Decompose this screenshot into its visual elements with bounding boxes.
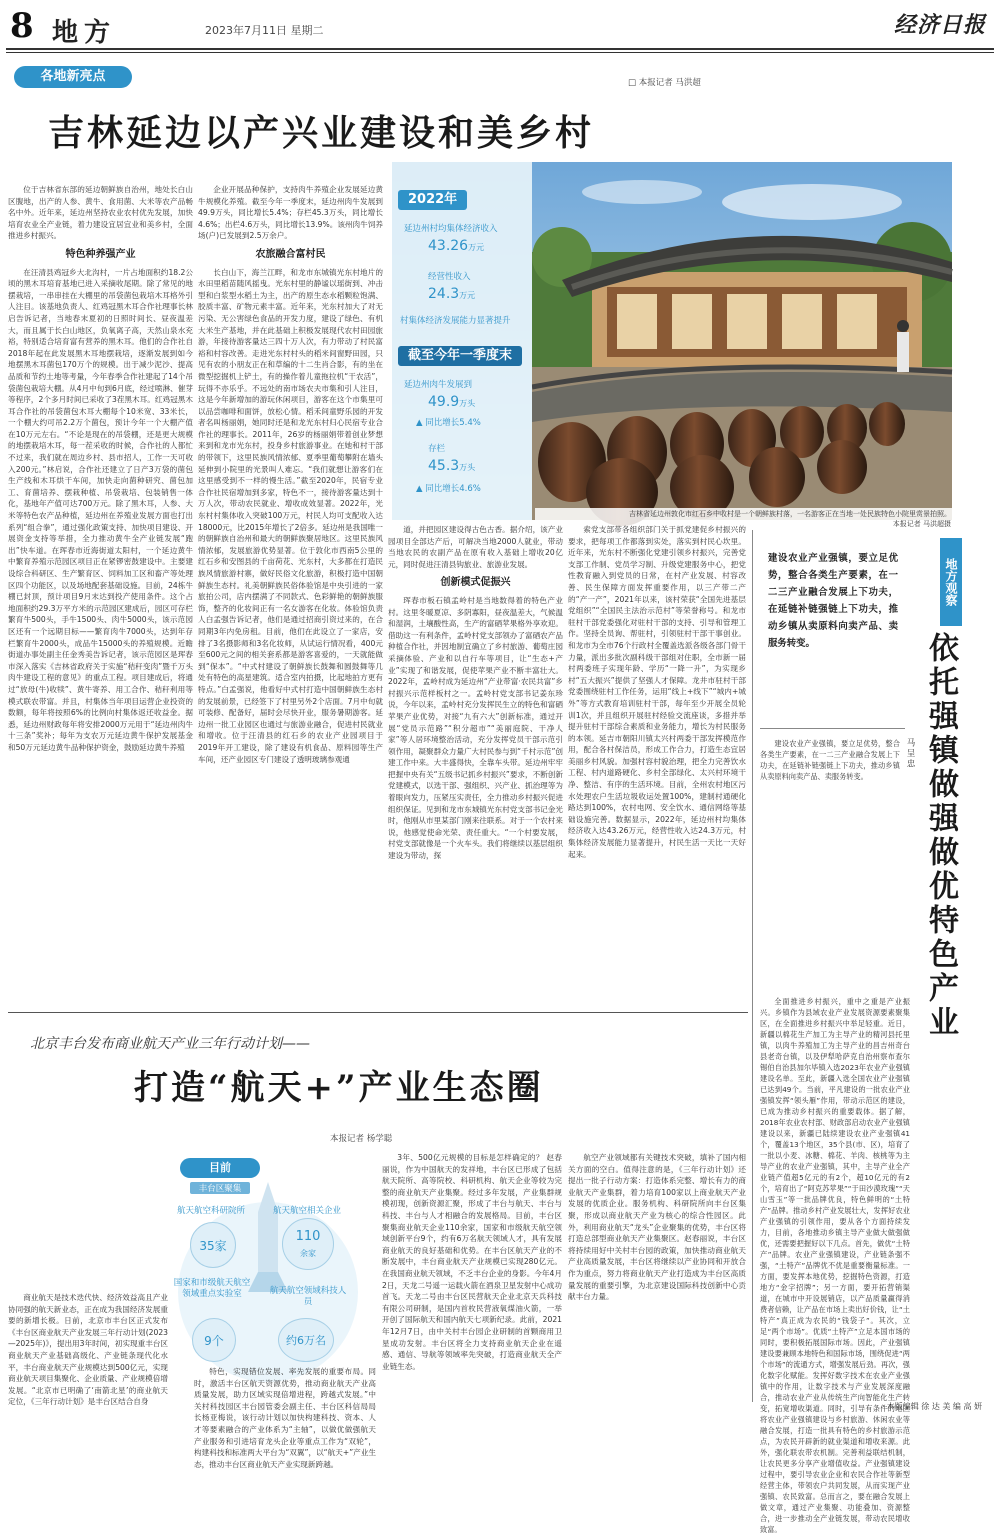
story1-headline: 吉林延边以产兴业建设和美乡村 bbox=[48, 112, 595, 154]
commentary-body bbox=[760, 996, 910, 1534]
stat-number: 24.3 bbox=[428, 286, 460, 302]
commentary-author: 马呈忠 bbox=[905, 738, 915, 770]
stats-label-operating-income: 经营性收入 bbox=[428, 272, 471, 282]
story1-col4-text: 索党支部带各组织部门关于抓党建促乡村振兴的要求，把每项工作都落到实处，落实到村民心坎里。近年来，光东村不断强化党建引领乡村振兴，完善党支部工作制、党员学习制、升级党建服务中心，把党性教育融入到党员的日常，在村产业发展、村容改善、民生保障方面发挥重要作用，以三产带二产的“产一产”，2021年以来，该村荣获“全国先进基层党组织”“全国民主法治示范村”等荣誉称号。和龙市驻村干部党委强化对驻村干部的支持、引导和管理工作。坚持全员询、帮驻村，引领驻村干部干事创业。和龙市为全市76个行政村全覆盖选派各级各部门骨干力量，派出多批次副科级干部组对住职，全市新一届村两委班子实现年龄、学历“一降一升”，为实现乡村“五大振兴”提供了坚强人才保障。龙井市驻村干部党委围绕驻村工作任务，运用“线上+线下”“城内+城外”等方式教育培训驻村干部，每年至少开展全员轮训1次，并且组织开展驻村经验交流座谈，多措并举提升驻村干部综合素质和业务能力，增长为村民服务的本领。延吉市朝阳川镇太兴村两委干部发挥模范作用，配合各村保洁员，形成工作合力，打造生态宜居美丽乡村风貌。加强村容村貌治理，把全力完善饮水工程、村内道路硬化、乡村全部绿化、太兴村环境干净、整洁、有序的生活环境。目前，全州农村地区污水处理农户生活垃圾收运处置100%，建制村通硬化路达到100%，农村电网、安全饮水、通信网络等基础设施完善。数据显示，2022年，延边州村均集体经济收入达43.26万元，经营性收入达24.3万元，村集体经济发展能力显著提升，村民生活一天比一天好起来。 bbox=[568, 525, 746, 859]
stat-number: 45.3 bbox=[428, 458, 460, 474]
info-subtitle: 丰台区聚集 bbox=[190, 1182, 250, 1194]
story1-lead: 位于吉林省东部的延边朝鲜族自治州，地处长白山区腹地，出产的人参、黄牛、食用菌、大米等农产品畅名中外。近年来，延边州坚持农业农村优先发展，加快培育农业全产业链，着力建设宜居宜业和美乡村，全面推进乡村振兴。 bbox=[8, 185, 193, 241]
stat-unit: 万头 bbox=[459, 463, 476, 472]
commentary-title: 依托强镇做强做优特色产业 bbox=[923, 632, 958, 1040]
column-tag: 各地新亮点 bbox=[14, 66, 132, 88]
stat-unit: 万元 bbox=[468, 243, 485, 252]
column-divider bbox=[752, 530, 753, 1402]
story2-headline: 打造“航天+”产业生态圈 bbox=[134, 1068, 544, 1108]
story2-col1-text: 商业航天是技术迭代快、经济效益高且产业协同强的航天新业态，正在成为我国经济发展重要的新增长极。日前，北京市丰台区正式发布《丰台区商业航天产业发展三年行动计划(2023—2025年)》，提出用3年时间，初实现重丰台区商业航天产业基础高级化、产业链条现代化水平，丰台商业航天产业规模达到500亿元，实现商业航天项目集聚化、企业质量、产业规模倍增发展。“北京市已明确了‘南箭北星’的商业航天定位，《三年行动计划》是丰台区结合自身 bbox=[8, 1293, 169, 1407]
story1-column-3 bbox=[388, 524, 563, 1007]
info-label-companies: 航天航空相关企业 bbox=[272, 1206, 341, 1216]
story1-col2-top: 企业开展品种保护，支持肉牛养殖企业发展延边黄牛规模化养殖。截至今年一季度末，延边州肉牛发展到49.9万头，同比增长5.4%；存栏45.3万头，同比增长4.6%；出栏4.6万头，同比增长13.9%。该州肉牛饲养场(户)已发展到2.5万余户。 bbox=[198, 185, 383, 241]
stats-tag-q1: 截至今年一季度末 bbox=[398, 346, 522, 366]
stats-label-capacity: 村集体经济发展能力显著提升 bbox=[400, 316, 511, 326]
companies-unit: 余家 bbox=[300, 1249, 316, 1258]
info-value-institutes: 35家 bbox=[190, 1222, 236, 1268]
stat-number: 43.26 bbox=[428, 238, 469, 254]
stats-growth-cattle bbox=[416, 416, 481, 428]
story1-column-1 bbox=[8, 184, 193, 1007]
info-label-labs: 国家和市级航天航空领域重点实验室 bbox=[173, 1278, 251, 1299]
stat-unit: 万元 bbox=[459, 291, 476, 300]
page-footer: 本版编辑 徐 达 美 编 高 妍 bbox=[886, 1402, 982, 1411]
section-title: 地方 bbox=[52, 18, 117, 48]
story1-col3-text: 珲春市板石镇孟岭村是当地数得着的特色产业村。这里冬暖夏凉、多阴寡阳，昼夜温差大，气候温和湿润，土壤酸性高，生产的富硒苹果格外享欢迎。借助这一有利条件，孟岭村党支部领办了富硒农产品种植合作社，并因地制宜确立了乡村旅游、葡萄庄园采摘体验、产业和以自行车等项目，让“生态+产业”实现了和谐发展，促使苹果产业不断丰富壮大。2022年，孟岭村成为延边州“产业带富·农民共富”乡村振兴示范样板村之一。孟岭村党支部书记姜东珍说，今年以来，孟岭村充分发挥民生立的特色和富硒苹果产业优势，对接“九有六大”创新标准，通过开展“党员示范路”“积分超市”“美丽庭院、干净人家”等人居环境整治活动，充分发挥党员干部示范引领作用，凝聚群众力量广大村民参与到“千村示范”创建工作中来。大丰盛得快，全靠车头带。延边州牢牢把握中央有关“五级书记抓乡村振兴”要求，不断创新党建模式，以选干部、强组织、兴产业、抓治理等为着眼向发力，压紧压实责任，全力推动乡村振兴促进组织保证。见到和龙市东城镇光东村党支部书记金光时，他刚从市里某部门刚来往联系。对于一个农村来说，他感觉使命光荣、责任重大。“一个村要发展，村党支部就像是一个火车头。我们将继续以基层组织建设为带动，探 bbox=[388, 595, 563, 861]
commentary-tag: 地方观察 bbox=[940, 538, 962, 626]
stats-tag-2022: 2022年 bbox=[398, 190, 467, 210]
stats-label-avg-income: 延边州村均集体经济收入 bbox=[404, 224, 498, 234]
masthead-rule bbox=[6, 48, 994, 50]
story1-col1-text: 在汪清县鸡冠乡大北沟村，一片占地面积约18.2公顷的黑木耳培育基地已进入采摘收尾期。除了常见的地摆栽培，一串串挂在大棚里的吊袋菌包栽培木耳格外引人注目。该基地负责人、红鸡冠黑木耳合作社理事长林启告诉记者，当地春末夏初的日照时间长、昼夜温差大，而且属于长白山地区，负氧离子高，天然山泉水充裕，特别适合培育富有营养的黑木耳。他们的合作社自2018年起在此发展黑木耳地摆栽培，逐渐发展到如今地摆黑木耳菌包170万个的规模。出于减少泥沙、提高品质和节约土地等考量，今年春季合作社建起了14个吊袋菌包栽培大棚。从4月中旬到6月底，经过喷淋、催芽等程序，2个多月时间已采收了3茬黑木耳。红鸡冠黑木耳合作社的吊袋菌包木耳大棚每个10米宽、33米长，一个棚大约可吊2.2万个菌包，预计今年一个大棚产值在10万元左右。“不论是现在的吊袋棚，还是更大规模的地摆栽培木耳，每一茬采收的时候，合作社的人都忙不过来，我们就在周边乡村、县市招人，工作一天可收入200元。”林启说，合作社还建立了日产3万袋的菌包生产线和木耳烘干车间，加快走向菌种研究、菌包加工、育菌培养、摆栽种植、吊袋栽培、包装销售一体化，基地年产值可达700万元。除了黑木耳，人参、大米等特色农产品种植，延边州在养殖业发展方面也打出系列“组合拳”，通过强化政策支持、加快项目建设、开展资金支持等举措，全力推动黄牛全产业链发展“跑出”快车道。在珲春市近海街道太阳村，一个延边黄牛中繁育养殖示范园区项目正在紧锣密鼓建设中。主要建设综合科研区、生产繁育区、饲料加工区和畜产等处理区四个功能区，以及场地配套基础设施。目前，24栋牛棚已封顶，预计项目9月末达到投产使用条件。这个占地面积约29.3万平方米的示范园区建成后，园区可存栏繁育牛500头，手牛1500头、肉牛5000头，该示范园区还有一个远期目标——繁育肉牛7000头，达到年存栏繁育牛2000头，成品牛15000头的养殖规模。近瞻街道办事处副主任金秀美告诉记者，该示范园区是珲春市深入落实《吉林省政府关于实施“秸秆变肉”暨千万头肉牛建设工程的意见》的重点工程。项目建成后，将通过“放母(牛)收犊”、黄牛寄养、用工合作、秸秆利用等模式联农带富。并且，村集体当年项目运营企业投资的数额，每年将按照6%的比例向村集体返还收益金。据悉，延边州财政每年将安排2000万元用于“延边州肉牛十三条”奖补；每年为支农万元延边黄牛保护发展基金和50万元延边黄牛品种保护资金，鼓励延边黄牛养殖 bbox=[8, 267, 193, 752]
stats-value-avg-income bbox=[428, 238, 484, 254]
subheading-1: 特色种养强产业 bbox=[65, 248, 136, 260]
caption-text: 吉林省延边州敦化市红石乡中收村是一个朝鲜族村落，一名游客正在当地一处民族特色小院里赏景拍照。 bbox=[629, 510, 951, 518]
companies-number: 110 bbox=[295, 1229, 321, 1244]
story-divider bbox=[8, 1012, 748, 1013]
commentary-intro: 建设农业产业强镇，要立足优势，整合各类生产要素，在一二三产业融合发展上下功夫，在延链补链强链上下功夫，推动乡镇从卖原料向卖产品、卖服务转变。 bbox=[760, 739, 900, 781]
story2-column-2 bbox=[194, 1366, 376, 1469]
issue-date: 2023年7月11日 星期二 bbox=[205, 24, 324, 37]
info-value-staff: 约6万名 bbox=[278, 1318, 334, 1362]
commentary-lead: 建设农业产业强镇，要立足优势，整合各类生产要素，在一二三产业融合发展上下功夫，在延链补链强链上下功夫，推动乡镇从卖原料向卖产品、卖服务转变。 bbox=[768, 553, 898, 649]
stats-growth-stock bbox=[416, 482, 481, 494]
stats-value-stock bbox=[428, 458, 475, 474]
commentary-body-text: 全面推进乡村振兴，重中之重是产业振兴。乡镇作为县域农业产业发展资源要素聚集区，在全面推进乡村振兴中举足轻重。近日，新疆以棉花生产加工为主导产业的精河县托里镇，以肉牛养殖加工为主导产业的昌吉州奇台县老奇台镇，以及伊犁哈萨克自治州察布查尔锡伯自治县加尔毕镇入选2023年农业产业强镇建设名单。至此，新疆入选全国农业产业强镇已达到49个。当前，平凡建设的一批农业产业强镇发挥“领头雁”作用，带动示范区的建设，已成为推动乡村振兴的重要载体。据了解，2018年农业农村部、财政部启动农业产业强镇建设以来，新疆已陆续建设农业产业强镇41个，覆盖13个地区，35个县(市、区)，培育了一批以小麦、冰糖、棉花、羊肉、核桃等为主导产业的农业产业强镇，其中，主导产业全产业链产值超5亿元的有2个，超10亿元的有2个，培育出了“阿克苏苹果”“于田沙漠玫瑰”“天山雪玉”等一批品牌优良，特色鲜明的“土特产”品牌。推动乡村产业发展壮大，发挥好农业产业强镇的引领作用，要从各个方面持续发力，目前，各地推动乡镇主导产业做大做强做优，还需要把握好以下几点。首先，做优“土特产”品牌。农业产业强镇建设，产业链条强不强，“土特产”品牌优不优是重要衡量标准。一方面，要发挥本地优势，挖掘特色资源，打造地方“金字招牌”；另一方面，要开拓营销渠道，在城市中开设展销店，以产品质量赢得消费者信赖，让产品在市场上卖出好价钱，让“土特产”真正成为农民的“钱袋子”。其次，立足“两个市场”。优质“土特产”立足本国市场的同时，要积极拓展国际市场。因此，产业强镇建设要兼顾本地特色和国际市场，围绕促进“两个市场”的流通方式，增强发展后劲。再次，强化数字化赋能。发挥好数字技术在农业产业强镇中的作用，让数字技术与产业发展深度融合，推动农业产业从传统生产向智能化生产转变，拓宽增收渠道。同时，引导有条件的地区将农业产业强镇建设与乡村旅游、休闲农业等融合发展，打造一批具有特色的乡村旅游示范点，为农民开辟新的就业渠道和增收来源。此外，强化联农带农机制。完善利益联结机制，让农民更多分享产业增值收益。产业强镇建设过程中，要引导农业企业和农民合作社等新型经营主体，带领农户共同发展，从而实现产业强镇、农民致富。总而言之，要在融合发展上做文章，通过产业集聚、功能叠加、资源整合，进一步推动全产业链发展，带动农民增收致富。 bbox=[760, 997, 910, 1534]
up-arrow-icon: ▲ bbox=[416, 484, 426, 494]
stat-unit: 万头 bbox=[459, 399, 476, 408]
growth-text: 同比增长5.4% bbox=[425, 418, 481, 428]
caption-credit: 本报记者 马洪超摄 bbox=[892, 520, 951, 528]
info-label-institutes: 航天航空科研院所 bbox=[176, 1206, 245, 1216]
stats-value-operating-income bbox=[428, 286, 475, 302]
subheading-3: 创新模式促振兴 bbox=[440, 577, 511, 589]
stats-value-cattle bbox=[428, 394, 475, 410]
stats-label-stock: 存栏 bbox=[428, 444, 446, 454]
story1-byline: □ 本报记者 马洪超 bbox=[628, 78, 701, 88]
story1-col3-top: 道，并把园区建设得古色古香。据介绍，该产业园项目全部达产后，可解决当地2000人就业，带动当地农民的农副产品在原有收入基础上增收20亿元，同时促进汪清县钩旅业、旅游业发展。 bbox=[388, 525, 563, 569]
stat-number: 49.9 bbox=[428, 394, 460, 410]
story2-col3-text: 3年、500亿元规模的目标是怎样确定的？ 赵春丽说，作为中国航天的发祥地，丰台区已形成了包括航天院所、高等院校、科研机构、航天企业等较为完整的商业航天产业集聚。经过多年发展，产业集群规模初现，创新资源汇聚，形成了丰台与航天、丰台与科技、丰台与人才相融合的发展格局。目前，丰台区聚集商业航天企业110余家，国家和市级航天航空领域创新平台9个，约有6万名航天领域人才，具有发展商业航天的良好基础和优势。在丰台区航天产业的不断发展中，丰台商业航天产业规模已实现280亿元。在我国商业航天领域，不乏丰台企业的身影。今年4月2日，天龙二号遥一运载火箭在酒泉卫星发射中心成功首飞。天龙二号由丰台区民营航天企业北京天兵科技有限公司研制，是国内首枚民营液氧煤油火箭，一举开创了国际航天和国内航天七项新纪录。此前，2021年12月7日，由中关村丰台园企业研制的首颗商用卫星成功发射。丰台区将全力支持商业航天企业在遥感、通信、导航等领域率先突破，打造商业航天全产业链生态。 bbox=[382, 1153, 562, 1371]
newspaper-logo: 经济日报 bbox=[893, 12, 986, 38]
subheading-2: 农旅融合富村民 bbox=[255, 248, 326, 260]
story1-byline-text: 本报记者 马洪超 bbox=[638, 78, 701, 88]
commentary-body-top bbox=[760, 738, 900, 996]
story2-column-1 bbox=[8, 1292, 169, 1407]
up-arrow-icon: ▲ bbox=[416, 418, 426, 428]
page-number: 8 bbox=[10, 6, 34, 46]
masthead-rule-thin bbox=[6, 52, 994, 53]
story2-kicker: 北京丰台发布商业航天产业三年行动计划—— bbox=[30, 1036, 310, 1052]
stats-label-cattle: 延边州肉牛发展到 bbox=[404, 380, 473, 390]
story1-col2-text: 长白山下，海兰江畔，和龙市东城镇光东村地片的水田里稻苗随风摇曳。光东村里的静谧以瑶街到、冲击型和白浆型水稻土为主，出产的原生态水稻颗粒饱满、胶质丰富、矿物元素丰富。近年来，光东村加大了对无污染、无公害绿色食品的开发力度，建设了绿色、有机大米生产基地，并在此基础上积极发展现代农村田园旅游，年接待游客量达三四十万人次，有力带动了村民富裕和村容改善。走进光东村村头的稻米间窗野田园，只见有农的小朋友正在和草编的十二生肖合影，有的坐在微型挖掘机上铲土，有的操作着儿童拖拉机“干农活”，玩得不亦乐乎。不远处的南市场农夫市集和引人注目，这是今年新增加的游玩休闲项目，游客在这个市集里可以品尝咖啡和面饼，放松心情。稻禾间童野乐园的开发者名叫杨丽娟，她同时还是和龙光东村归心民宿专业合作社的理事长。2011年，26岁的杨丽娟带着创业梦想来到和龙市光东村，投身乡村旅游事业。在她和村干部的带领下，这里民族风情浓郁、夏季里葡萄攀附在墙头延伸到小院里的光景叫人难忘。“我们就想让游客们在这里感受到不一样的慢生活。”截至2020年，民宿专业合作社民宿增加到多家，特色不一，接待游客量达到十万人次，带动农民就业、增收成效显著。2022年，光东村村集体收入突破100万元，村民人均可支配收入达18000元，比2015年增长了2倍多。延边州是我国唯一的朝鲜族自治州和最大的朝鲜族聚居地区。这里民族风情浓郁，发展旅游优势显著。位于敦化市西南5公里的红石乡和安图县的千亩荷花、光东村，大多都在打造民族风情旅游村寨，做好民俗文化旅游，积极打造中国朝鲜族生态村。礼美朝鲜族民俗体验馆是中央引进的一家旅拍公司，店内摆满了不同款式、色彩鲜艳的朝鲜族服饰，整齐的化妆间正有一名女游客在化妆。体验馆负责人白孟强告诉记者，他们是通过招商引资过来的，在合同期3年内免房租。目前，他们在此设立了一家店，安排了3名摄影师和3名化妆师，从试运行情况看，400元至600元之间的相关套系都是游客喜爱的，一天就能做到“保本”。“中式村建设了朝鲜族长鼓舞和圆鼓舞等几处有特色的高星建筑。适合室内拍摄，比起地拍方更有特点。”白孟强说，他看好中式村打造中国朝鲜族生态村的发展前景，已经签下了村里另外2个店面。7月中旬就可装修、配备好，届时会尽快开业，服务暑期游客。延边州一批工业园区也通过与旅游业融合，促进村民就业和增收。位于汪清县的红石乡的农业产业园项目于2019年开工建设，除了建设有机食品、原料园等生产车间，还产业园区专门建设了透明玻璃参观通 bbox=[198, 267, 383, 764]
info-value-labs: 9个 bbox=[192, 1318, 236, 1362]
info-value-companies bbox=[282, 1218, 334, 1270]
growth-text: 同比增长4.6% bbox=[425, 484, 481, 494]
info-title: 目前 bbox=[180, 1158, 260, 1178]
commentary-rule bbox=[760, 728, 905, 729]
info-label-staff: 航天航空领域科技人员 bbox=[269, 1286, 347, 1307]
story2-byline: 本报记者 杨学聪 bbox=[330, 1134, 393, 1144]
story2-column-3 bbox=[382, 1152, 562, 1404]
story2-col4-text: 航空产业领域都有关键技术突破，填补了国内相关方面的空白。值得注意的是，《三年行动计划》还提出一批子行动方案：打造体系完整、增长有力的商业航天产业集群，着力培育100家以上商业航天产业发展的优质企业。服务机构、科研院所向丰台区集聚，形成以商业航天产业为核心的综合性园区。此外，利用商业航天“龙头”企业聚集的优势，丰台区将打造总部型商业航天产业集聚区。赵春丽说，丰台区将持续用好中关村丰台园的政策，加快推动商业航天产业高质量发展，丰台区将继续以产业协同和开放合作为重点，努力将商业航天产业打造成为丰台区高质量发展的重要引擎，为北京建设国际科技创新中心贡献丰台力量。 bbox=[568, 1153, 746, 1302]
story2-col2-text: 特色，实现错位发展、率先发展的重要布局。同时，激活丰台区航天资源优势，推动商业航天产业高质量发展，助力区域实现倍增进程，跨越式发展。”中关村科技园区丰台园管委会副主任、丰台区科信局局长杨亚梅说，该行动计划以加快构建科技、资本、人才等要素融合的产业体系为“主轴”，以做优做强航天产业服务和引进培育龙头企业等重点工作为“双轮”，构建科技和标准两大平台为“双翼”，以“航天+”产业生态，推动丰台区商业航天产业实现新跨越。 bbox=[194, 1367, 376, 1469]
stats-panel bbox=[392, 162, 532, 520]
story2-column-4 bbox=[568, 1152, 746, 1404]
story1-column-4 bbox=[568, 524, 746, 1007]
story1-column-2 bbox=[198, 184, 383, 1007]
